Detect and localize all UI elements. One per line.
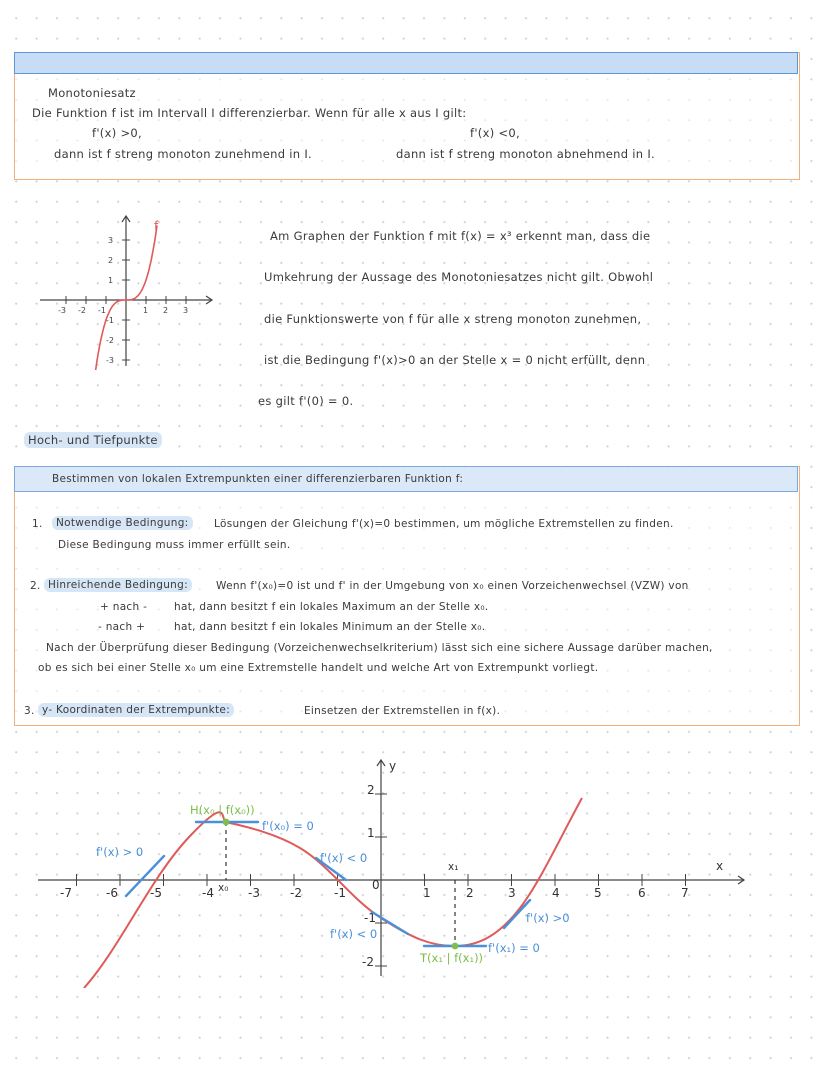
step2-note2: ob es sich bei einer Stelle x₀ um eine Extremstelle handelt und welche Art von Extrempunkt vorliegt. xyxy=(38,662,599,674)
min-slope-label: f'(x₁) = 0 xyxy=(488,941,540,955)
big-ytick: 2 xyxy=(367,783,375,797)
step3-number: 3. xyxy=(24,705,35,717)
cubic-xtick: 1 xyxy=(143,306,149,315)
cubic-text-line: es gilt f'(0) = 0. xyxy=(258,394,354,408)
min-point-label: T(x₁ | f(x₁)) xyxy=(420,951,484,965)
cubic-text-line: Am Graphen der Funktion f mit f(x) = x³ erkennt man, dass die xyxy=(270,229,651,243)
monotonie-intro: Die Funktion f ist im Intervall I differenzierbar. Wenn für alle x aus I gilt: xyxy=(32,106,467,120)
extrem-box-title: Bestimmen von lokalen Extrempunkten einer differenzierbaren Funktion f: xyxy=(52,473,464,485)
big-xtick: -7 xyxy=(60,886,72,900)
step2-title: Hinreichende Bedingung: xyxy=(44,578,192,592)
section-label-extrema: Hoch- und Tiefpunkte xyxy=(24,432,162,448)
big-xtick: -1 xyxy=(334,886,346,900)
monotonie-header-bar xyxy=(14,52,798,74)
step3-title: y- Koordinaten der Extrempunkte: xyxy=(38,703,234,717)
big-y-label: y xyxy=(389,759,397,773)
big-xtick: -3 xyxy=(248,886,260,900)
step2-text: Wenn f'(x₀)=0 ist und f' in der Umgebung von x₀ einen Vorzeichenwechsel (VZW) von xyxy=(216,580,689,592)
step2-note1: Nach der Überprüfung dieser Bedingung (Vorzeichenwechselkriterium) lässt sich eine sichere Aussage darüber machen, xyxy=(46,642,713,654)
big-origin: 0 xyxy=(372,878,380,892)
big-xtick: 4 xyxy=(552,886,560,900)
cubic-ytick: 2 xyxy=(108,256,114,265)
monotonie-cond-right: f'(x) <0, xyxy=(470,126,520,140)
big-ytick: -1 xyxy=(364,911,376,925)
step2-sign-plus-minus: + nach - xyxy=(100,601,148,613)
step2-min-text: hat, dann besitzt f ein lokales Minimum an der Stelle x₀. xyxy=(174,621,486,633)
max-point-label: H(x₀ | f(x₀)) xyxy=(190,803,255,817)
pos-left-label: f'(x) > 0 xyxy=(96,845,144,859)
cubic-ytick: -3 xyxy=(106,356,114,365)
cubic-f-label: f xyxy=(154,219,159,233)
monotonie-title: Monotoniesatz xyxy=(48,86,136,100)
neg-mid-label: f'(x) < 0 xyxy=(320,851,368,865)
pos-right-label: f'(x) >0 xyxy=(526,911,570,925)
big-xtick: -6 xyxy=(106,886,118,900)
x0-label: x₀ xyxy=(218,882,229,894)
cubic-xtick: 2 xyxy=(163,306,169,315)
neg-low-label: f'(x) < 0 xyxy=(330,927,378,941)
max-point xyxy=(223,819,230,826)
big-xtick: 5 xyxy=(594,886,602,900)
step1-number: 1. xyxy=(32,518,43,530)
big-xtick: 6 xyxy=(638,886,646,900)
step1-text2: Diese Bedingung muss immer erfüllt sein. xyxy=(58,539,291,551)
cubic-ytick: -2 xyxy=(106,336,114,345)
cubic-xtick: -1 xyxy=(98,306,106,315)
big-ytick: -2 xyxy=(362,955,374,969)
big-xtick: -4 xyxy=(202,886,214,900)
cubic-xtick: -2 xyxy=(78,306,86,315)
cubic-ytick: 3 xyxy=(108,236,114,245)
x1-label: x₁ xyxy=(448,861,459,873)
big-xtick: 7 xyxy=(681,886,689,900)
cubic-text-line: die Funktionswerte von f für alle x streng monoton zunehmen, xyxy=(264,312,642,326)
min-point xyxy=(452,943,459,950)
extrem-box xyxy=(14,466,800,726)
max-slope-label: f'(x₀) = 0 xyxy=(262,819,314,833)
cubic-xtick: -3 xyxy=(58,306,66,315)
big-xtick: 3 xyxy=(508,886,516,900)
step2-number: 2. xyxy=(30,580,41,592)
cubic-graph xyxy=(36,210,222,370)
cubic-ytick: -1 xyxy=(106,316,114,325)
cubic-text-line: ist die Bedingung f'(x)>0 an der Stelle x = 0 nicht erfüllt, denn xyxy=(264,353,646,367)
step2-sign-minus-plus: - nach + xyxy=(98,621,146,633)
big-xtick: 2 xyxy=(466,886,474,900)
big-xtick: 1 xyxy=(423,886,431,900)
extrema-graph xyxy=(0,748,828,988)
big-xtick: -5 xyxy=(150,886,162,900)
monotonie-cond-left: f'(x) >0, xyxy=(92,126,142,140)
cubic-text-line: Umkehrung der Aussage des Monotoniesatzes nicht gilt. Obwohl xyxy=(264,270,654,284)
monotonie-concl-left: dann ist f streng monoton zunehmend in I. xyxy=(54,147,312,161)
big-xtick: -2 xyxy=(290,886,302,900)
step2-max-text: hat, dann besitzt f ein lokales Maximum an der Stelle x₀. xyxy=(174,601,489,613)
big-x-label: x xyxy=(716,859,724,873)
step1-text: Lösungen der Gleichung f'(x)=0 bestimmen, um mögliche Extremstellen zu finden. xyxy=(214,518,674,530)
step3-text: Einsetzen der Extremstellen in f(x). xyxy=(304,705,501,717)
big-ytick: 1 xyxy=(367,826,375,840)
step1-title: Notwendige Bedingung: xyxy=(52,516,193,530)
monotonie-concl-right: dann ist f streng monoton abnehmend in I. xyxy=(396,147,655,161)
cubic-ytick: 1 xyxy=(108,276,114,285)
cubic-xtick: 3 xyxy=(183,306,189,315)
